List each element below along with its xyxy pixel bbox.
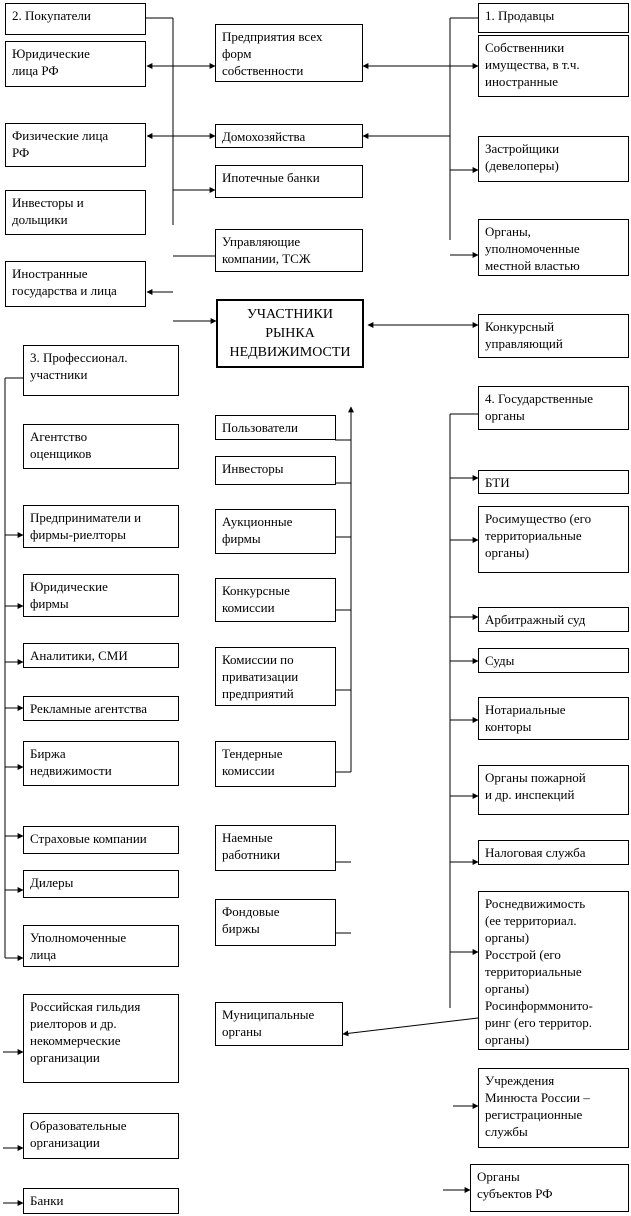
box-strakhovye-kompanii: Страховые компании <box>23 826 179 854</box>
box-upravlyayushchie: Управляющие компании, ТСЖ <box>215 229 363 272</box>
box-yur-litsa-rf: Юридические лица РФ <box>5 41 146 87</box>
box-fiz-litsa-rf: Физические лица РФ <box>5 123 146 167</box>
box-predprinimateli: Предприниматели и фирмы-риелторы <box>23 505 179 548</box>
box-munitsipalnye-organy: Муниципальные органы <box>215 1002 343 1046</box>
box-investory: Инвесторы <box>215 456 336 485</box>
box-auktsionnye-firmy: Аукционные фирмы <box>215 509 336 554</box>
box-ipotechnye-banki: Ипотечные банки <box>215 165 363 198</box>
box-upolnomochennye-litsa: Уполномоченные лица <box>23 925 179 967</box>
box-minyust: Учреждения Минюста России – регистрационные службы <box>478 1068 629 1148</box>
box-investory-dolshchiki: Инвесторы и дольщики <box>5 190 146 235</box>
box-predpriyatiya: Предприятия всех форм собственности <box>215 24 363 82</box>
box-organy-subektov-rf: Органы субъектов РФ <box>470 1164 629 1212</box>
box-reklamnye-agentstva: Рекламные агентства <box>23 696 179 721</box>
box-banki: Банки <box>23 1188 179 1214</box>
box-prof-uchastniki: 3. Профессионал. участники <box>23 345 179 396</box>
box-rosnedvizhimost: Роснедвижимость (ее территориал. органы) Росстрой (его территориальные органы) Росинформмонито- ринг (его территор. органы) <box>478 891 629 1050</box>
box-pokupateli: 2. Покупатели <box>5 3 146 35</box>
box-sudy: Суды <box>478 648 629 673</box>
box-obrazovatelnye-organizatsii: Образовательные организации <box>23 1113 179 1159</box>
box-domokhozyaistva: Домохозяйства <box>215 124 363 148</box>
box-prodavtsy: 1. Продавцы <box>478 3 629 33</box>
box-yur-firmy: Юридические фирмы <box>23 574 179 617</box>
box-zastroishchiki: Застройщики (девелоперы) <box>478 136 629 182</box>
box-konkursnye-komissii: Конкурсные комиссии <box>215 578 336 622</box>
box-bti: БТИ <box>478 470 629 494</box>
box-naemnye-rabotniki: Наемные работники <box>215 825 336 871</box>
box-fondovye-birzhi: Фондовые биржы <box>215 899 336 946</box>
box-birzha-nedvizhimosti: Биржа недвижимости <box>23 741 179 786</box>
box-gos-organy: 4. Государственные органы <box>478 386 629 430</box>
box-sobstvenniki: Собственники имущества, в т.ч. иностранные <box>478 35 629 97</box>
box-rosimushchestvo: Росимущество (его территориальные органы) <box>478 506 629 573</box>
box-notarialnye-kontory: Нотариальные конторы <box>478 697 629 740</box>
box-dilery: Дилеры <box>23 870 179 898</box>
box-uchastniki-rynka: УЧАСТНИКИ РЫНКА НЕДВИЖИМОСТИ <box>216 299 364 368</box>
box-polzovateli: Пользователи <box>215 415 336 440</box>
box-organy-mestnoi-vlasti: Органы, уполномоченные местной властью <box>478 219 629 276</box>
box-inostr-gos: Иностранные государства и лица <box>5 261 146 307</box>
box-tendernye-komissii: Тендерные комиссии <box>215 741 336 787</box>
box-komissii-privatizatsii: Комиссии по приватизации предприятий <box>215 647 336 706</box>
box-arbitrazhnyi-sud: Арбитражный суд <box>478 607 629 632</box>
box-agentstvo-otsenshchikov: Агентство оценщиков <box>23 424 179 469</box>
box-analitiki-smi: Аналитики, СМИ <box>23 643 179 668</box>
box-organy-pozharnoi: Органы пожарной и др. инспекций <box>478 765 629 815</box>
box-gildiya-rieltorov: Российская гильдия риелторов и др. некоммерческие организации <box>23 994 179 1083</box>
box-konkursnyi-upravlyayushchii: Конкурсный управляющий <box>478 314 629 358</box>
box-nalogovaya-sluzhba: Налоговая служба <box>478 840 629 865</box>
